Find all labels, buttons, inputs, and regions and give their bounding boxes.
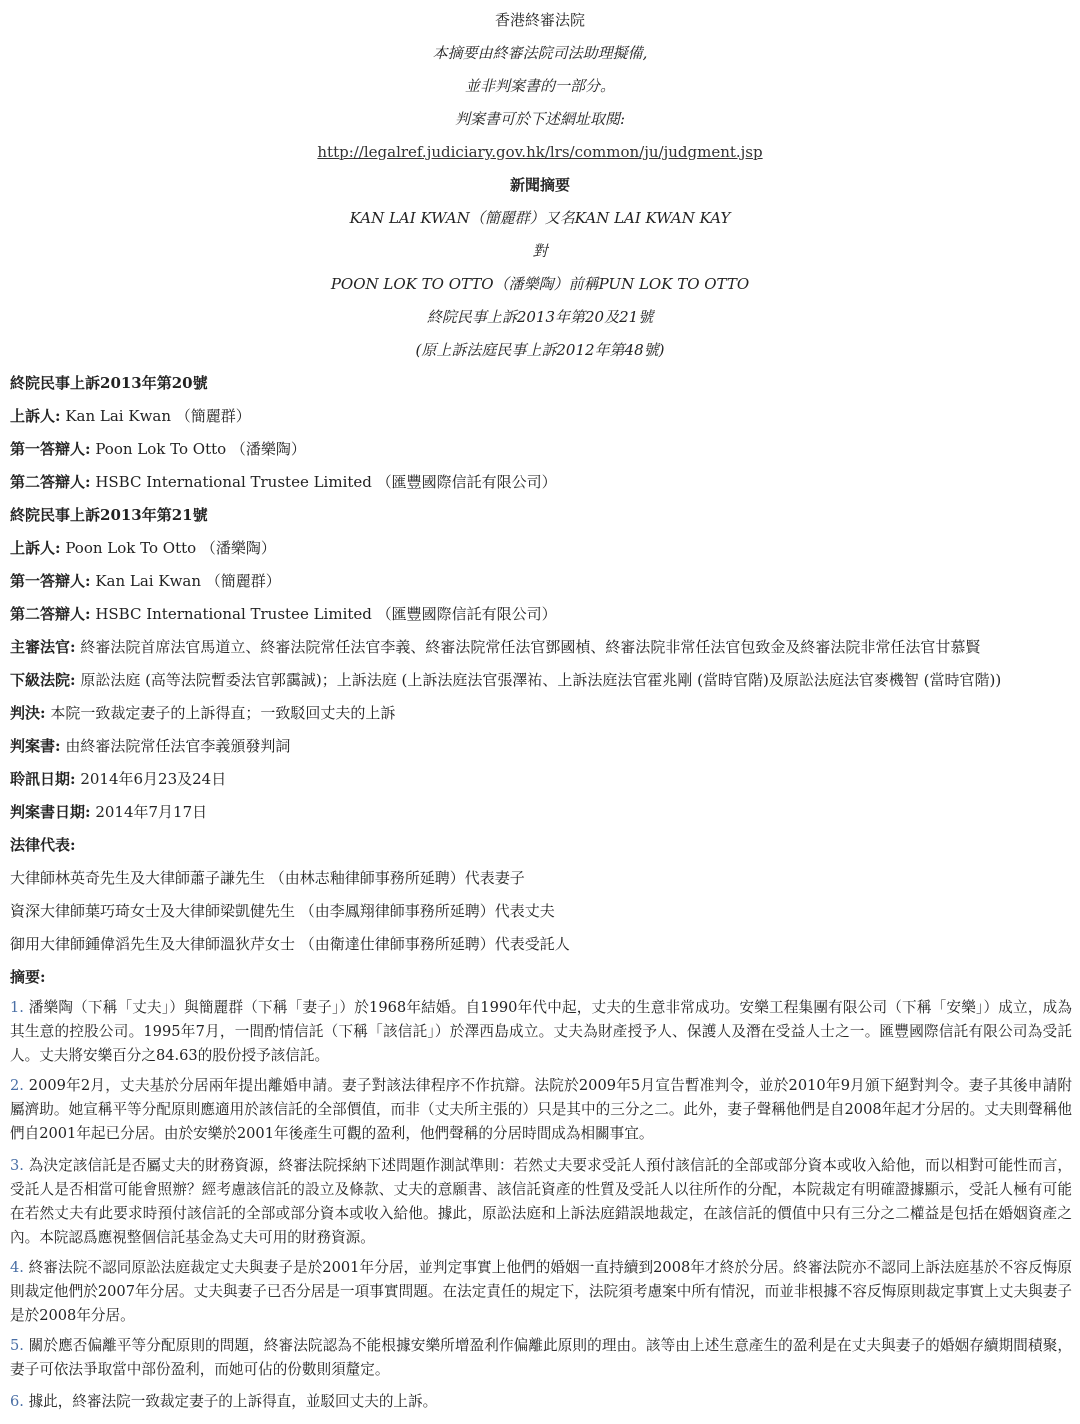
abstract-label: 摘要: xyxy=(10,968,46,986)
paragraph-text: 據此，終審法院一致裁定妻子的上訴得直，並駁回丈夫的上訴。 xyxy=(23,1393,438,1410)
paragraph-text: 2009年2月，丈夫基於分居兩年提出離婚申請。妻子對該法律程序不作抗辯。法院於2009年5月宣告暫准判令，並於2010年9月頒下絕對判令。妻子其後申請附屬濟助。她宣稱平等分配原則應適用於該信託的全部價值，而非（丈夫所主張的）只是其中的三分之二。此外，妻子聲稱他們是自2008年起才分居的。丈夫則聲稱他們自2001年起已分居。由於安樂於2001年後產生可觀的盈利，他們聲稱的分居時間成為相關事宜。 xyxy=(10,1077,1072,1142)
decision-label: 判決: xyxy=(10,704,46,722)
case21-respondent1 xyxy=(10,571,1070,591)
judgment-label: 判案書: xyxy=(10,737,61,755)
paragraph-number: 4. xyxy=(10,1259,24,1276)
judgment-date-value: 2014年7月17日 xyxy=(90,803,208,821)
case21-appellant xyxy=(10,538,1070,558)
summary-paragraph-4 xyxy=(10,1256,1072,1328)
respondent1-value: Poon Lok To Otto （潘樂陶） xyxy=(90,440,306,458)
legal-rep-wife: 大律師林英奇先生及大律師蕭子謙先生 （由林志釉律師事務所延聘）代表妻子 xyxy=(10,869,525,887)
lower-court-value: 原訟法庭 (高等法院暫委法官郭靄誠)；上訴法庭 (上訴法庭法官張澤祐、上訴法庭法官霍兆剛 (當時官階)及原訟法庭法官麥機智 (當時官階)) xyxy=(75,671,1002,689)
lower-court-row xyxy=(10,670,1070,690)
summary-paragraph-2 xyxy=(10,1074,1072,1146)
hearing-date-label: 聆訊日期: xyxy=(10,770,76,788)
legal-reps-label: 法律代表: xyxy=(10,836,76,854)
original-case: (原上訴法庭民事上訴2012年第48號) xyxy=(415,341,665,359)
paragraph-number: 3. xyxy=(10,1157,24,1174)
lower-court-label: 下級法院: xyxy=(10,671,76,689)
court-name: 香港終審法院 xyxy=(494,11,585,29)
respondent2-label: 第二答辯人: xyxy=(10,605,91,623)
versus-label: 對 xyxy=(532,242,548,260)
summary-paragraph-1 xyxy=(10,996,1072,1068)
case-numbers: 終院民事上訴2013年第20及21號 xyxy=(426,308,654,326)
paragraph-text: 潘樂陶（下稱「丈夫」）與簡麗群（下稱「妻子」）於1968年結婚。自1990年代中起，丈夫的生意非常成功。安樂工程集團有限公司（下稱「安樂」）成立，成為其生意的控股公司。1995年7月，一間酌情信託（下稱「該信託」）於澤西島成立。丈夫為財產授予人、保護人及潛在受益人士之一。匯豐國際信託有限公司為受託人。丈夫將安樂百分之84.63的股份授予該信託。 xyxy=(10,999,1072,1064)
respondent1-value: Kan Lai Kwan （簡麗群） xyxy=(90,572,281,590)
judges-label: 主審法官: xyxy=(10,638,76,656)
summary-paragraph-6 xyxy=(10,1390,1072,1414)
summary-paragraph-5 xyxy=(10,1334,1072,1382)
appellant-label: 上訴人: xyxy=(10,407,61,425)
respondent2-label: 第二答辯人: xyxy=(10,473,91,491)
hearing-date-value: 2014年6月23及24日 xyxy=(75,770,227,788)
decision-value: 本院一致裁定妻子的上訴得直；一致駁回丈夫的上訴 xyxy=(45,704,396,722)
paragraph-text: 終審法院不認同原訟法庭裁定丈夫與妻子是於2001年分居，並判定事實上他們的婚姻一直持續到2008年才終於分居。終審法院亦不認同上訴法庭基於不容反悔原則裁定他們於2007年分居。丈夫與妻子已否分居是一項事實問題。在法定責任的規定下，法院須考慮案中所有情況，而並非根據不容反悔原則裁定事實上丈夫與妻子是於2008年分居。 xyxy=(10,1259,1072,1324)
case20-respondent2 xyxy=(10,472,1070,492)
case21-title: 終院民事上訴2013年第21號 xyxy=(10,506,208,524)
respondent2-value: HSBC International Trustee Limited （匯豐國際信託有限公司） xyxy=(90,605,557,623)
case20-appellant xyxy=(10,406,1070,426)
paragraph-number: 2. xyxy=(10,1077,24,1094)
judgment-value: 由終審法院常任法官李義頒發判詞 xyxy=(60,737,291,755)
party-one: KAN LAI KWAN（簡麗群）又名KAN LAI KWAN KAY xyxy=(349,209,731,227)
prepared-note: 本摘要由終審法院司法助理擬備, xyxy=(432,44,648,62)
url-row xyxy=(0,142,1080,162)
hearing-date-row xyxy=(10,769,1070,789)
judgment-row xyxy=(10,736,1070,756)
available-note: 判案書可於下述網址取閱: xyxy=(454,110,626,128)
appellant-value: Poon Lok To Otto （潘樂陶） xyxy=(60,539,276,557)
legal-rep-husband: 資深大律師葉巧琦女士及大律師梁凱健先生 （由李鳳翔律師事務所延聘）代表丈夫 xyxy=(10,902,555,920)
decision-row xyxy=(10,703,1070,723)
party-two: POON LOK TO OTTO（潘樂陶）前稱PUN LOK TO OTTO xyxy=(330,275,750,293)
judges-value: 終審法院首席法官馬道立、終審法院常任法官李義、終審法院常任法官鄧國楨、終審法院非常任法官包致金及終審法院非常任法官甘慕賢 xyxy=(75,638,981,656)
case21-respondent2 xyxy=(10,604,1070,624)
paragraph-text: 關於應否偏離平等分配原則的問題，終審法院認為不能根據安樂所增盈利作偏離此原則的理由。該等由上述生意產生的盈利是在丈夫與妻子的婚姻存續期間積聚，妻子可依法爭取當中部份盈利，而她可佔的份數則須釐定。 xyxy=(10,1337,1072,1378)
respondent2-value: HSBC International Trustee Limited （匯豐國際信託有限公司） xyxy=(90,473,557,491)
respondent1-label: 第一答辯人: xyxy=(10,572,91,590)
respondent1-label: 第一答辯人: xyxy=(10,440,91,458)
appellant-value: Kan Lai Kwan （簡麗群） xyxy=(60,407,251,425)
legal-rep-trustee: 御用大律師鍾偉滔先生及大律師溫狄芹女士 （由衛達仕律師事務所延聘）代表受託人 xyxy=(10,935,570,953)
judgment-date-row xyxy=(10,802,1070,822)
not-part-note: 並非判案書的一部分。 xyxy=(464,77,615,95)
judgment-url-link[interactable]: http://legalref.judiciary.gov.hk/lrs/common/ju/judgment.jsp xyxy=(317,143,763,161)
summary-title: 新聞摘要 xyxy=(509,176,570,194)
judges-row xyxy=(10,637,1070,657)
appellant-label: 上訴人: xyxy=(10,539,61,557)
paragraph-number: 5. xyxy=(10,1337,24,1354)
summary-paragraph-3 xyxy=(10,1154,1072,1250)
paragraph-text: 為決定該信託是否屬丈夫的財務資源，終審法院採納下述問題作測試準則：若然丈夫要求受託人預付該信託的全部或部分資本或收入給他，而以相對可能性而言，受託人是否相當可能會照辦？經考慮該信託的設立及條款、丈夫的意願書、該信託資產的性質及受託人以往所作的分配，本院裁定有明確證據顯示，受託人極有可能在若然丈夫有此要求時預付該信託的全部或部分資本或收入給他。據此，原訟法庭和上訴法庭錯誤地裁定，在該信託的價值中只有三分之二權益是包括在婚姻資產之內。本院認爲應視整個信託基金為丈夫可用的財務資源。 xyxy=(10,1157,1072,1246)
judgment-date-label: 判案書日期: xyxy=(10,803,91,821)
case20-title: 終院民事上訴2013年第20號 xyxy=(10,374,208,392)
case20-respondent1 xyxy=(10,439,1070,459)
paragraph-number: 1. xyxy=(10,999,24,1016)
paragraph-number: 6. xyxy=(10,1393,24,1410)
